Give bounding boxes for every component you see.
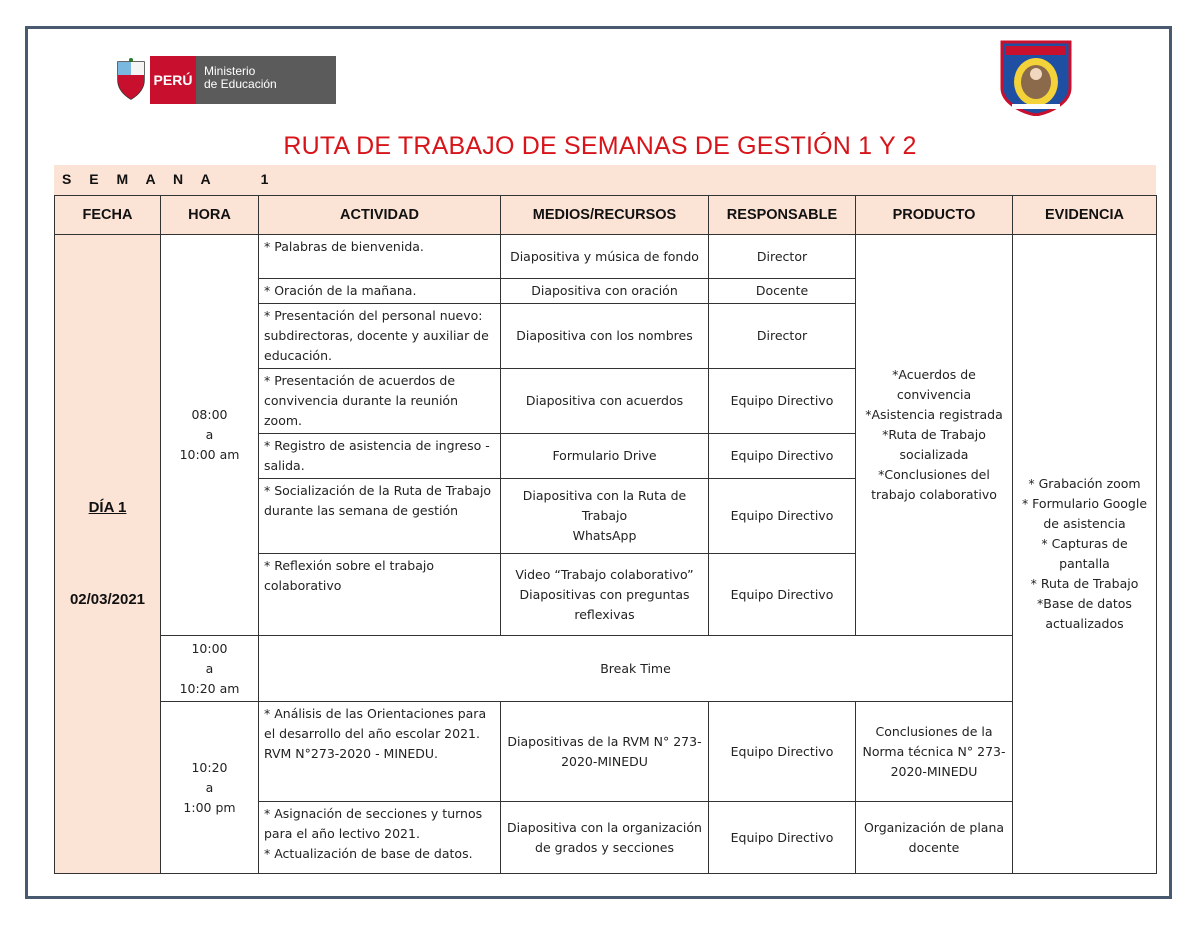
medios-cell: Diapositiva con los nombres [501, 304, 709, 369]
day-label: DÍA 1 [88, 499, 127, 516]
page-title: RUTA DE TRABAJO DE SEMANAS DE GESTIÓN 1 Y 2 [283, 132, 917, 160]
actividad-cell: * Presentación del personal nuevo: subdirectoras, docente y auxiliar de educación. [259, 304, 501, 369]
medios-cell: Diapositiva con la Ruta de Trabajo WhatsApp [501, 479, 709, 554]
ministry-line-2: de Educación [204, 77, 277, 91]
medios-cell: Diapositiva con oración [501, 279, 709, 304]
fecha-cell [55, 235, 161, 874]
col-actividad: ACTIVIDAD [259, 196, 501, 235]
week-label: S E M A N A 1 [62, 171, 276, 187]
medios-cell: Formulario Drive [501, 434, 709, 479]
break-time-cell: Break Time [259, 636, 1013, 702]
producto-cell: Conclusiones de la Norma técnica N° 273-2020-MINEDU [856, 702, 1013, 802]
actividad-cell: * Reflexión sobre el trabajo colaborativo [259, 554, 501, 636]
responsable-cell: Equipo Directivo [709, 554, 856, 636]
responsable-cell: Equipo Directivo [709, 369, 856, 434]
producto-block-1: *Acuerdos de convivencia *Asistencia registrada *Ruta de Trabajo socializada *Conclusiones del trabajo colaborativo [856, 235, 1013, 636]
table-row [55, 702, 1157, 802]
break-row [55, 636, 1157, 702]
school-badge-icon [998, 38, 1074, 116]
ministry-line-1: Ministerio [204, 64, 256, 78]
hora-block-2: 10:00 a 10:20 am [161, 636, 259, 702]
medios-cell: Diapositivas de la RVM N° 273-2020-MINEDU [501, 702, 709, 802]
responsable-cell: Director [709, 235, 856, 279]
col-medios: MEDIOS/RECURSOS [501, 196, 709, 235]
actividad-cell: * Análisis de las Orientaciones para el desarrollo del año escolar 2021. RVM N°273-2020 - MINEDU. [259, 702, 501, 802]
evidencia-cell: * Grabación zoom * Formulario Google de asistencia * Capturas de pantalla * Ruta de Trabajo *Base de datos actualizados [1013, 235, 1157, 874]
table-row [55, 235, 1157, 279]
schedule-table [54, 195, 1157, 874]
medios-cell: Video “Trabajo colaborativo” Diapositivas con preguntas reflexivas [501, 554, 709, 636]
responsable-cell: Equipo Directivo [709, 802, 856, 874]
col-evidencia: EVIDENCIA [1013, 196, 1157, 235]
medios-cell: Diapositiva con acuerdos [501, 369, 709, 434]
week-band [54, 165, 1156, 195]
col-responsable: RESPONSABLE [709, 196, 856, 235]
actividad-cell: * Asignación de secciones y turnos para el año lectivo 2021. * Actualización de base de datos. [259, 802, 501, 874]
actividad-cell: * Registro de asistencia de ingreso - salida. [259, 434, 501, 479]
responsable-cell: Director [709, 304, 856, 369]
actividad-cell: * Socialización de la Ruta de Trabajo durante las semana de gestión [259, 479, 501, 554]
minedu-logo [112, 56, 336, 104]
hora-block-1: 08:00 a 10:00 am [161, 235, 259, 636]
medios-cell: Diapositiva con la organización de grados y secciones [501, 802, 709, 874]
day-date: 02/03/2021 [69, 591, 146, 608]
actividad-cell: * Oración de la mañana. [259, 279, 501, 304]
col-hora: HORA [161, 196, 259, 235]
responsable-cell: Equipo Directivo [709, 702, 856, 802]
actividad-cell: * Palabras de bienvenida. [259, 235, 501, 279]
responsable-cell: Docente [709, 279, 856, 304]
col-producto: PRODUCTO [856, 196, 1013, 235]
responsable-cell: Equipo Directivo [709, 479, 856, 554]
hora-block-3: 10:20 a 1:00 pm [161, 702, 259, 874]
responsable-cell: Equipo Directivo [709, 434, 856, 479]
col-fecha: FECHA [55, 196, 161, 235]
peru-label: PERÚ [150, 56, 196, 104]
ministry-label [196, 56, 336, 104]
medios-cell: Diapositiva y música de fondo [501, 235, 709, 279]
peru-coat-of-arms-icon [112, 56, 150, 104]
actividad-cell: * Presentación de acuerdos de convivencia durante la reunión zoom. [259, 369, 501, 434]
header-row [55, 196, 1157, 235]
producto-cell: Organización de plana docente [856, 802, 1013, 874]
